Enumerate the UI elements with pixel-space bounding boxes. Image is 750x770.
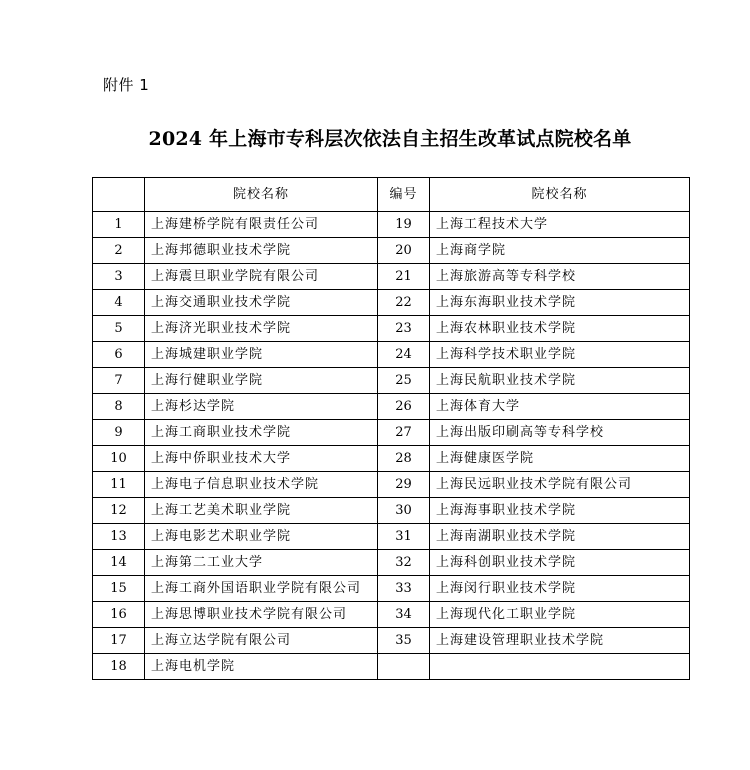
table-row bbox=[93, 654, 690, 680]
attachment-label: 附件 1 bbox=[103, 76, 150, 94]
table-body bbox=[93, 212, 690, 680]
left-number-cell: 1 bbox=[93, 212, 145, 238]
school-list-table bbox=[92, 177, 690, 680]
right-school-name-cell: 上海现代化工职业学院 bbox=[430, 602, 690, 628]
left-school-name-cell: 上海思博职业技术学院有限公司 bbox=[145, 602, 378, 628]
header-left-school-name: 院校名称 bbox=[145, 178, 378, 212]
right-school-name-cell: 上海健康医学院 bbox=[430, 446, 690, 472]
left-number-cell: 17 bbox=[93, 628, 145, 654]
right-number-cell: 31 bbox=[378, 524, 430, 550]
left-school-name-cell: 上海交通职业技术学院 bbox=[145, 290, 378, 316]
right-number-cell: 24 bbox=[378, 342, 430, 368]
left-school-name-cell: 上海工艺美术职业学院 bbox=[145, 498, 378, 524]
right-number-cell: 22 bbox=[378, 290, 430, 316]
table-row bbox=[93, 264, 690, 290]
left-school-name-cell: 上海行健职业学院 bbox=[145, 368, 378, 394]
right-number-cell: 29 bbox=[378, 472, 430, 498]
right-school-name-cell: 上海出版印刷高等专科学校 bbox=[430, 420, 690, 446]
left-number-cell: 16 bbox=[93, 602, 145, 628]
left-number-cell: 15 bbox=[93, 576, 145, 602]
right-number-cell: 35 bbox=[378, 628, 430, 654]
right-number-cell bbox=[378, 654, 430, 680]
left-number-cell: 18 bbox=[93, 654, 145, 680]
left-school-name-cell: 上海建桥学院有限责任公司 bbox=[145, 212, 378, 238]
left-number-cell: 6 bbox=[93, 342, 145, 368]
left-number-cell: 5 bbox=[93, 316, 145, 342]
table-row bbox=[93, 368, 690, 394]
left-school-name-cell: 上海震旦职业学院有限公司 bbox=[145, 264, 378, 290]
right-number-cell: 25 bbox=[378, 368, 430, 394]
table-row bbox=[93, 316, 690, 342]
left-school-name-cell: 上海工商外国语职业学院有限公司 bbox=[145, 576, 378, 602]
table-row bbox=[93, 550, 690, 576]
table-row bbox=[93, 394, 690, 420]
table-row bbox=[93, 524, 690, 550]
right-school-name-cell: 上海旅游高等专科学校 bbox=[430, 264, 690, 290]
left-school-name-cell: 上海工商职业技术学院 bbox=[145, 420, 378, 446]
right-number-cell: 34 bbox=[378, 602, 430, 628]
document-title: 2024 年上海市专科层次依法自主招生改革试点院校名单 bbox=[148, 128, 632, 150]
right-school-name-cell: 上海海事职业技术学院 bbox=[430, 498, 690, 524]
right-school-name-cell: 上海建设管理职业技术学院 bbox=[430, 628, 690, 654]
table-row bbox=[93, 576, 690, 602]
header-left-number bbox=[93, 178, 145, 212]
right-number-cell: 30 bbox=[378, 498, 430, 524]
left-school-name-cell: 上海邦德职业技术学院 bbox=[145, 238, 378, 264]
right-number-cell: 26 bbox=[378, 394, 430, 420]
left-number-cell: 13 bbox=[93, 524, 145, 550]
table-row bbox=[93, 342, 690, 368]
left-number-cell: 14 bbox=[93, 550, 145, 576]
table-row bbox=[93, 420, 690, 446]
left-number-cell: 12 bbox=[93, 498, 145, 524]
left-number-cell: 10 bbox=[93, 446, 145, 472]
header-right-school-name: 院校名称 bbox=[430, 178, 690, 212]
left-school-name-cell: 上海电影艺术职业学院 bbox=[145, 524, 378, 550]
left-number-cell: 7 bbox=[93, 368, 145, 394]
table-row bbox=[93, 212, 690, 238]
left-school-name-cell: 上海杉达学院 bbox=[145, 394, 378, 420]
right-number-cell: 27 bbox=[378, 420, 430, 446]
right-number-cell: 32 bbox=[378, 550, 430, 576]
table-row bbox=[93, 446, 690, 472]
right-school-name-cell: 上海民远职业技术学院有限公司 bbox=[430, 472, 690, 498]
right-school-name-cell: 上海农林职业技术学院 bbox=[430, 316, 690, 342]
right-number-cell: 20 bbox=[378, 238, 430, 264]
right-number-cell: 23 bbox=[378, 316, 430, 342]
table-row bbox=[93, 472, 690, 498]
table-row bbox=[93, 628, 690, 654]
right-school-name-cell: 上海体育大学 bbox=[430, 394, 690, 420]
left-school-name-cell: 上海第二工业大学 bbox=[145, 550, 378, 576]
table-header-row bbox=[93, 178, 690, 212]
left-school-name-cell: 上海城建职业学院 bbox=[145, 342, 378, 368]
table-row bbox=[93, 238, 690, 264]
right-school-name-cell: 上海商学院 bbox=[430, 238, 690, 264]
right-number-cell: 33 bbox=[378, 576, 430, 602]
right-number-cell: 28 bbox=[378, 446, 430, 472]
left-school-name-cell: 上海立达学院有限公司 bbox=[145, 628, 378, 654]
right-school-name-cell bbox=[430, 654, 690, 680]
right-school-name-cell: 上海科创职业技术学院 bbox=[430, 550, 690, 576]
left-school-name-cell: 上海中侨职业技术大学 bbox=[145, 446, 378, 472]
left-school-name-cell: 上海电子信息职业技术学院 bbox=[145, 472, 378, 498]
right-school-name-cell: 上海东海职业技术学院 bbox=[430, 290, 690, 316]
table-row bbox=[93, 498, 690, 524]
table-row bbox=[93, 602, 690, 628]
table-row bbox=[93, 290, 690, 316]
right-school-name-cell: 上海民航职业技术学院 bbox=[430, 368, 690, 394]
right-school-name-cell: 上海工程技术大学 bbox=[430, 212, 690, 238]
right-school-name-cell: 上海南湖职业技术学院 bbox=[430, 524, 690, 550]
left-number-cell: 2 bbox=[93, 238, 145, 264]
right-school-name-cell: 上海闵行职业技术学院 bbox=[430, 576, 690, 602]
left-number-cell: 11 bbox=[93, 472, 145, 498]
left-school-name-cell: 上海电机学院 bbox=[145, 654, 378, 680]
left-number-cell: 8 bbox=[93, 394, 145, 420]
left-school-name-cell: 上海济光职业技术学院 bbox=[145, 316, 378, 342]
left-number-cell: 4 bbox=[93, 290, 145, 316]
right-number-cell: 21 bbox=[378, 264, 430, 290]
right-school-name-cell: 上海科学技术职业学院 bbox=[430, 342, 690, 368]
left-number-cell: 9 bbox=[93, 420, 145, 446]
right-number-cell: 19 bbox=[378, 212, 430, 238]
left-number-cell: 3 bbox=[93, 264, 145, 290]
header-right-number: 编号 bbox=[378, 178, 430, 212]
